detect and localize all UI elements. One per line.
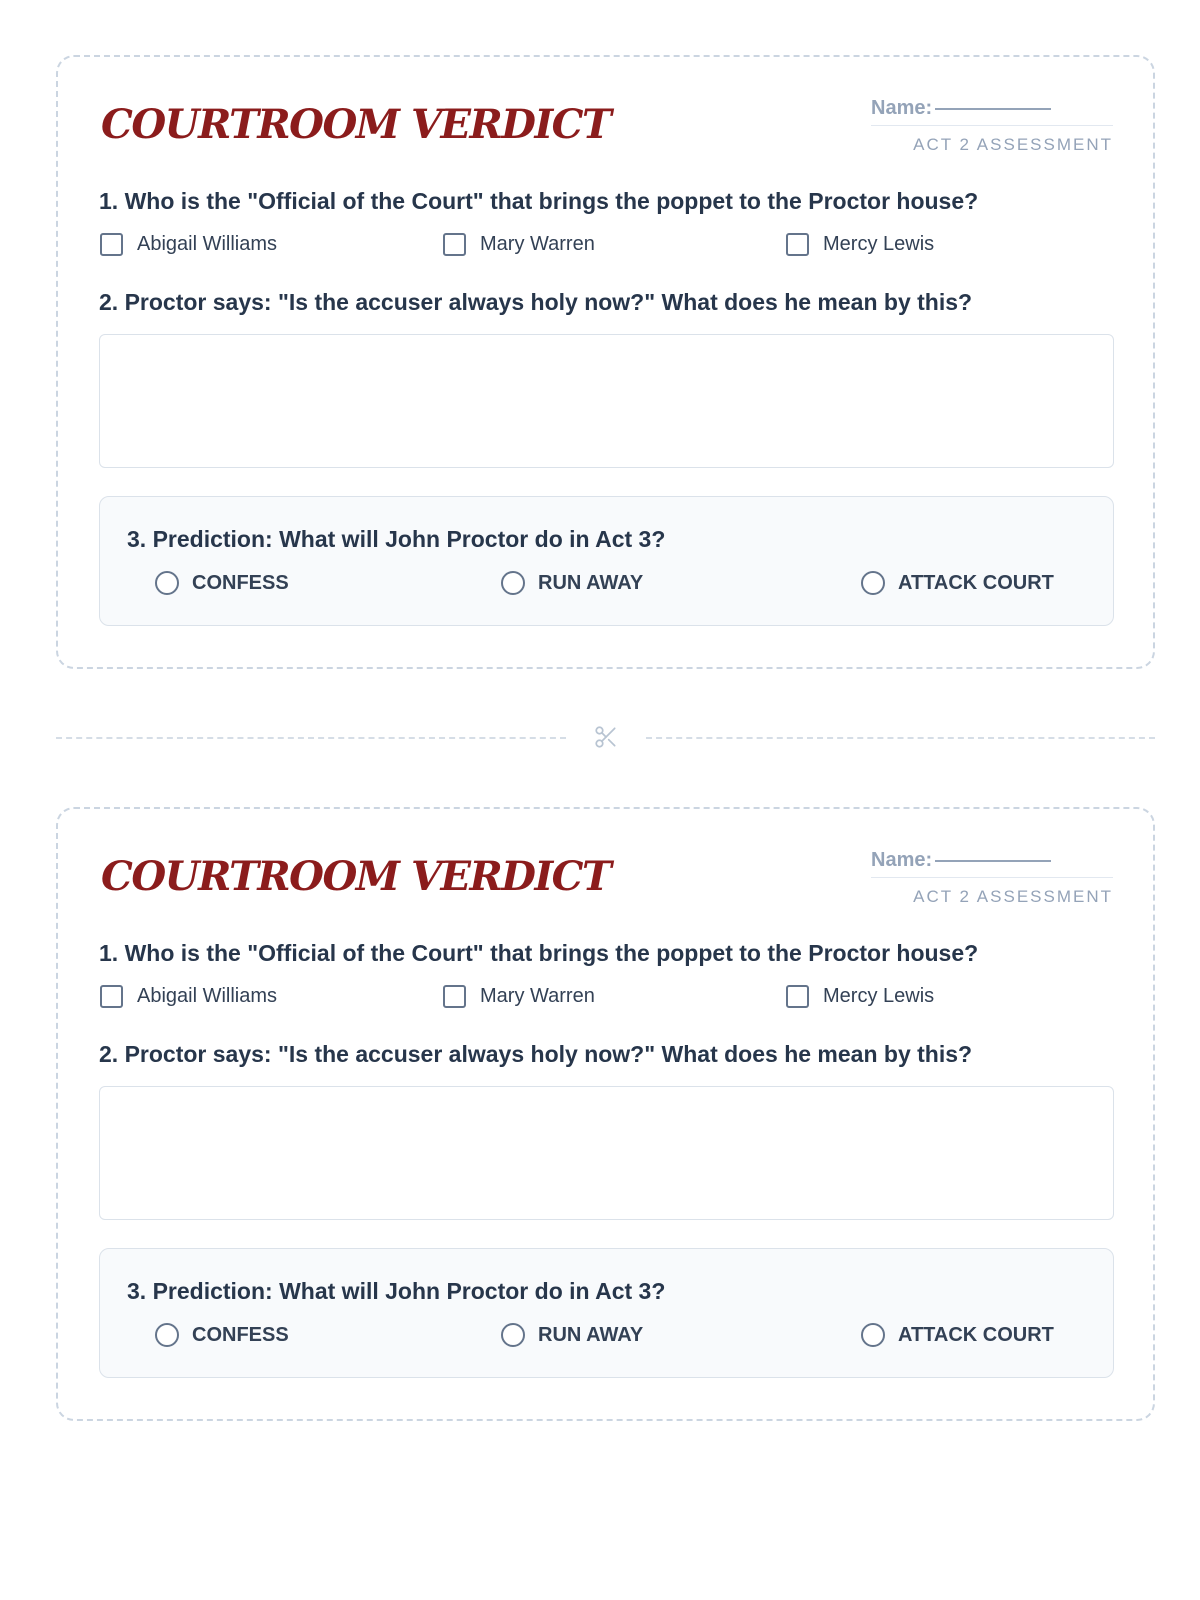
option-confess[interactable] xyxy=(155,571,289,595)
option-label: Abigail Williams xyxy=(137,233,278,255)
assessment-subtitle: ACT 2 ASSESSMENT xyxy=(913,887,1113,906)
checkbox[interactable] xyxy=(786,233,809,256)
radio-button[interactable] xyxy=(501,1323,525,1347)
option-label: ATTACK COURT xyxy=(898,571,1054,594)
question-1: 1. Who is the "Official of the Court" that brings the poppet to the Proctor house? xyxy=(99,940,979,966)
option-label: Abigail Williams xyxy=(137,985,278,1007)
option-mary-warren[interactable] xyxy=(443,233,595,256)
answer-box[interactable] xyxy=(99,334,1114,468)
question-3: 3. Prediction: What will John Proctor do in Act 3? xyxy=(127,1278,666,1304)
header-meta xyxy=(871,97,1113,155)
checkbox[interactable] xyxy=(443,233,466,256)
cut-line-left xyxy=(56,737,566,739)
option-mercy-lewis[interactable] xyxy=(786,233,934,256)
name-field[interactable] xyxy=(871,97,1113,126)
worksheet-card xyxy=(56,807,1155,1421)
question-1-options xyxy=(100,985,1120,1015)
checkbox[interactable] xyxy=(443,985,466,1008)
prediction-panel xyxy=(99,496,1114,626)
option-label: CONFESS xyxy=(192,571,289,594)
option-label: Mary Warren xyxy=(480,985,595,1007)
cut-line-right xyxy=(646,737,1155,739)
question-1-options xyxy=(100,233,1120,263)
question-2: 2. Proctor says: "Is the accuser always holy now?" What does he mean by this? xyxy=(99,1041,973,1067)
worksheet-title: COURTROOM VERDICT xyxy=(101,853,611,900)
radio-button[interactable] xyxy=(501,571,525,595)
name-label: Name: xyxy=(871,849,933,871)
option-run-away[interactable] xyxy=(501,1323,643,1347)
option-abigail-williams[interactable] xyxy=(100,985,277,1008)
checkbox[interactable] xyxy=(100,233,123,256)
prediction-panel xyxy=(99,1248,1114,1378)
question-1: 1. Who is the "Official of the Court" that brings the poppet to the Proctor house? xyxy=(99,188,979,214)
option-label: CONFESS xyxy=(192,1323,289,1346)
option-label: ATTACK COURT xyxy=(898,1323,1054,1346)
question-2: 2. Proctor says: "Is the accuser always holy now?" What does he mean by this? xyxy=(99,289,973,315)
worksheet-title: COURTROOM VERDICT xyxy=(101,101,611,148)
option-label: Mercy Lewis xyxy=(823,985,935,1007)
option-mercy-lewis[interactable] xyxy=(786,985,934,1008)
option-label: RUN AWAY xyxy=(538,571,644,594)
answer-box[interactable] xyxy=(99,1086,1114,1220)
option-attack-court[interactable] xyxy=(861,571,1054,595)
name-blank-line[interactable] xyxy=(935,108,1051,110)
checkbox[interactable] xyxy=(100,985,123,1008)
option-abigail-williams[interactable] xyxy=(100,233,277,256)
radio-button[interactable] xyxy=(861,1323,885,1347)
question-3: 3. Prediction: What will John Proctor do in Act 3? xyxy=(127,526,666,552)
option-attack-court[interactable] xyxy=(861,1323,1054,1347)
option-run-away[interactable] xyxy=(501,571,643,595)
option-label: Mary Warren xyxy=(480,233,595,255)
header-meta xyxy=(871,849,1113,907)
radio-button[interactable] xyxy=(861,571,885,595)
worksheet-card xyxy=(56,55,1155,669)
name-blank-line[interactable] xyxy=(935,860,1051,862)
assessment-subtitle: ACT 2 ASSESSMENT xyxy=(913,135,1113,154)
option-label: Mercy Lewis xyxy=(823,233,935,255)
option-label: RUN AWAY xyxy=(538,1323,644,1346)
radio-button[interactable] xyxy=(155,1323,179,1347)
name-label: Name: xyxy=(871,97,933,119)
radio-button[interactable] xyxy=(155,571,179,595)
option-mary-warren[interactable] xyxy=(443,985,595,1008)
name-field[interactable] xyxy=(871,849,1113,878)
checkbox[interactable] xyxy=(786,985,809,1008)
scissors-icon xyxy=(593,724,619,750)
option-confess[interactable] xyxy=(155,1323,289,1347)
